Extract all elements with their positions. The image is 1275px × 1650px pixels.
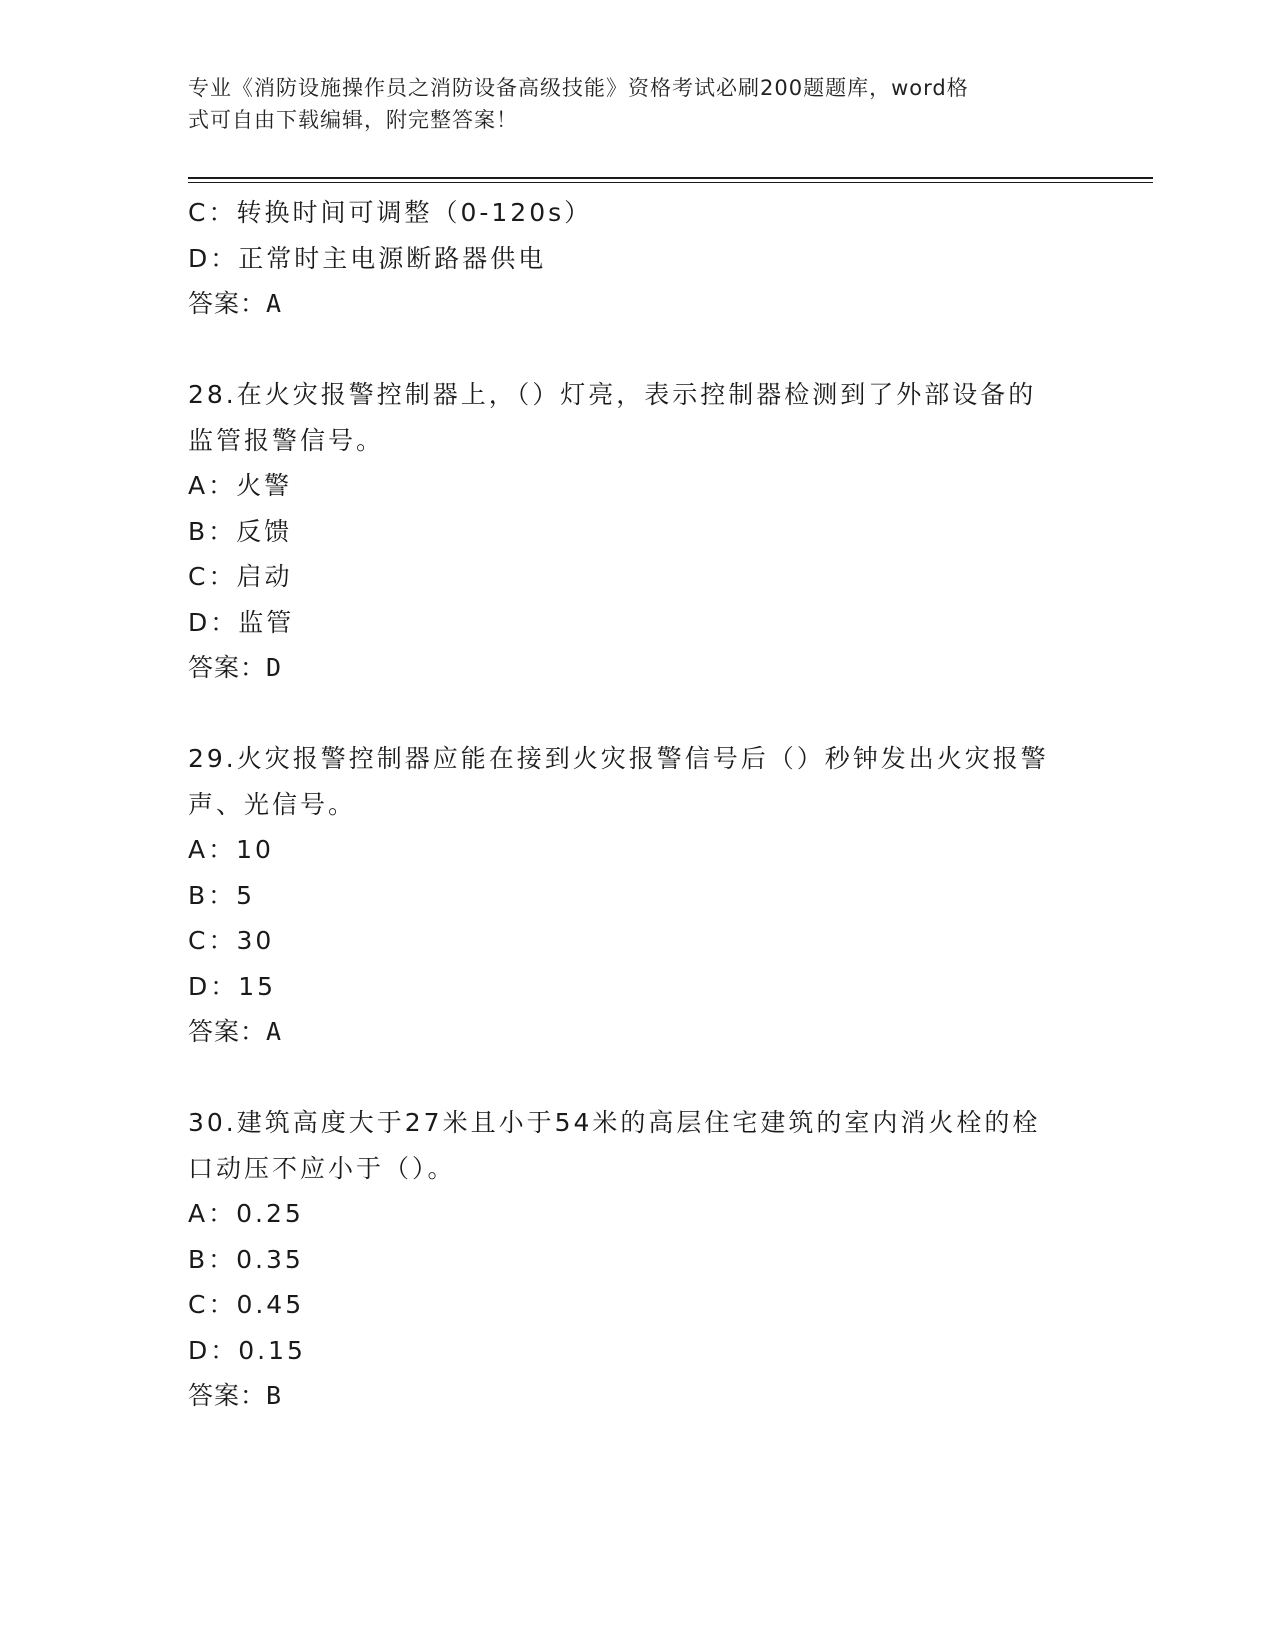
option-d: D：监管 <box>188 607 295 637</box>
answer-line: 答案：B <box>188 1381 283 1410</box>
option-a: A：10 <box>188 835 274 864</box>
question-fragment <box>188 190 1088 327</box>
spacer <box>188 691 1088 737</box>
question-stem: 29.火灾报警控制器应能在接到火灾报警信号后（）秒钟发出火灾报警 <box>188 744 1049 773</box>
header-rule-thin <box>188 182 1153 183</box>
question-stem-cont: 监管报警信号。 <box>188 425 385 455</box>
question-stem: 28.在火灾报警控制器上，（）灯亮，表示控制器检测到了外部设备的 <box>188 380 1037 409</box>
spacer <box>188 1055 1088 1101</box>
answer-line: 答案：A <box>188 289 283 318</box>
header-line-2: 式可自由下载编辑，附完整答案！ <box>188 108 518 132</box>
option-b: B：反馈 <box>188 516 293 546</box>
option-a: A：0.25 <box>188 1199 304 1228</box>
question-list <box>188 190 1088 1419</box>
answer-line: 答案：A <box>188 1017 283 1046</box>
answer-line: 答案：D <box>188 653 283 682</box>
option-c: C：转换时间可调整（0-120s） <box>188 198 593 227</box>
question-stem-cont: 口动压不应小于（）。 <box>188 1153 456 1183</box>
question-stem-cont: 声、光信号。 <box>188 789 357 819</box>
question-item <box>188 1100 1088 1419</box>
header-line-1: 专业《消防设施操作员之消防设备高级技能》资格考试必刷200题题库，word格 <box>188 76 969 100</box>
question-item <box>188 372 1088 691</box>
spacer <box>188 327 1088 373</box>
document-header <box>188 72 1068 136</box>
header-rule-thick <box>188 177 1153 179</box>
option-d: D：0.15 <box>188 1335 306 1365</box>
option-d: D：正常时主电源断路器供电 <box>188 243 547 273</box>
question-stem: 30.建筑高度大于27米且小于54米的高层住宅建筑的室内消火栓的栓 <box>188 1108 1041 1137</box>
option-c: C：启动 <box>188 562 293 591</box>
option-b: B：5 <box>188 880 256 910</box>
option-d: D：15 <box>188 971 277 1001</box>
option-c: C：30 <box>188 926 275 955</box>
question-item <box>188 736 1088 1055</box>
option-c: C：0.45 <box>188 1290 305 1319</box>
option-b: B：0.35 <box>188 1244 304 1274</box>
option-a: A：火警 <box>188 471 293 500</box>
